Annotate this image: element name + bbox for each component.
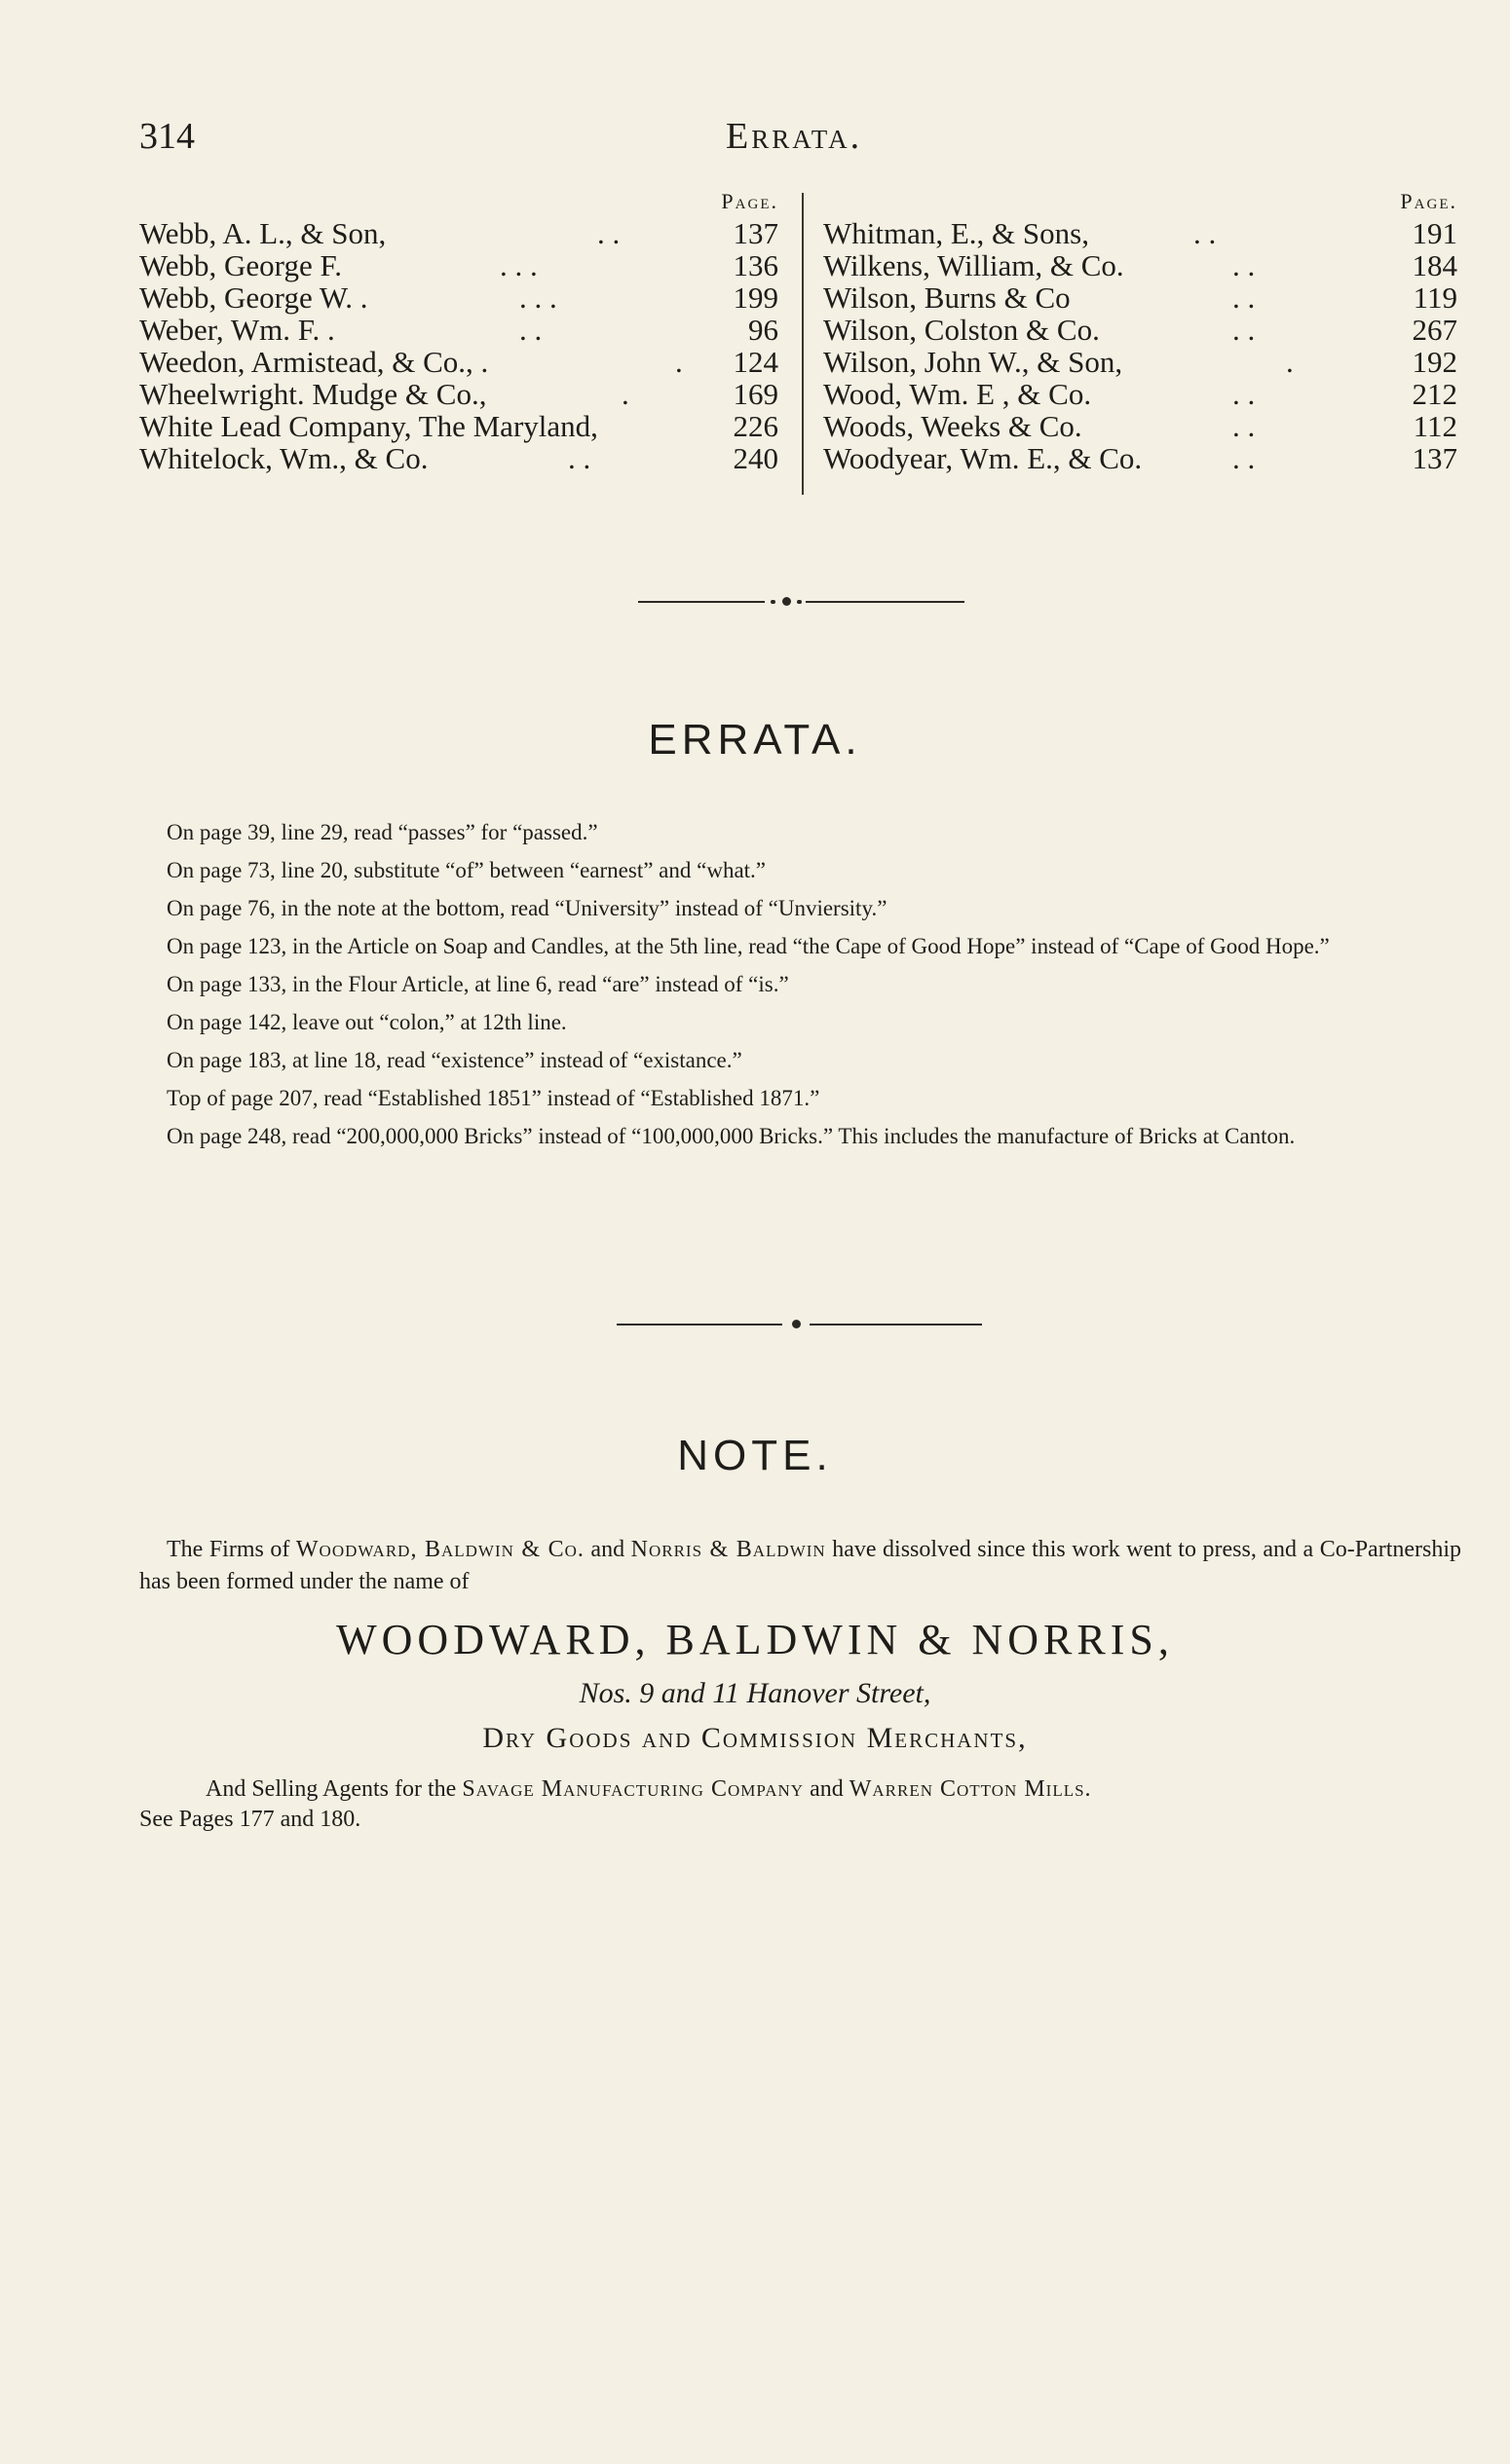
index-entry-name: Wilkens, William, & Co. <box>823 248 1124 282</box>
index-entry-name: Wood, Wm. E , & Co. <box>823 377 1092 411</box>
erratum: On page 76, in the note at the bottom, read “University” instead of “Unviersity.” <box>167 896 887 920</box>
index-entry-page: 136 <box>733 248 778 282</box>
index-entry-name: Wilson, Burns & Co <box>823 280 1071 315</box>
index-entry-name: Webb, George F. <box>139 248 342 282</box>
index-entry <box>139 281 782 314</box>
rule-line <box>806 601 964 603</box>
leader-dots: . . <box>568 441 591 475</box>
column-divider <box>802 193 804 495</box>
index-entry <box>823 314 1461 346</box>
index-entry-name: Wilson, Colston & Co. <box>823 313 1100 347</box>
errata-list <box>139 813 1461 1155</box>
leader-dots: . . <box>1232 409 1256 443</box>
leader-dots: . . <box>1232 313 1256 347</box>
index-entry-name: Whitman, E., & Sons, <box>823 216 1089 250</box>
erratum: On page 73, line 20, substitute “of” between “earnest” and “what.” <box>167 858 767 882</box>
index-entry-name: Woodyear, Wm. E., & Co. <box>823 441 1143 475</box>
index-entry-page: 212 <box>1412 377 1457 411</box>
index-entry-page: 199 <box>733 280 778 315</box>
index-entry <box>823 410 1461 442</box>
index-entry <box>823 281 1461 314</box>
index-entry-page: 124 <box>733 345 778 379</box>
rule-dot <box>792 1320 801 1328</box>
index-entry-name: Wilson, John W., & Son, <box>823 345 1123 379</box>
rule-line <box>617 1324 782 1325</box>
index-entry <box>823 442 1461 474</box>
index-entry <box>139 378 782 410</box>
leader-dots: . . <box>1232 441 1256 475</box>
index-entry-page: 137 <box>733 216 778 250</box>
index-entry-name: Wheelwright. Mudge & Co., <box>139 377 487 411</box>
firm-old-1: Woodward, Baldwin & Co. <box>295 1537 585 1562</box>
index-entry <box>139 410 782 442</box>
index-entry <box>139 217 782 249</box>
index-entry-page: 137 <box>1412 441 1457 475</box>
index-entry-page: 184 <box>1412 248 1457 282</box>
errata-heading: ERRATA. <box>648 716 862 764</box>
leader-dots: . <box>1286 345 1294 379</box>
index-entry-page: 191 <box>1412 216 1457 250</box>
index-entry-name: Whitelock, Wm., & Co. <box>139 441 429 475</box>
firm-trade: Dry Goods and Commission Merchants, <box>482 1722 1028 1754</box>
erratum: On page 133, in the Flour Article, at line 6, read “are” instead of “is.” <box>167 972 789 996</box>
ornamental-rule <box>617 1319 982 1330</box>
erratum: On page 123, in the Article on Soap and Candles, at the 5th line, read “the Cape of Good Hope” instead of “Cape of Good Hope.” <box>167 934 1330 958</box>
leader-dots: . . <box>597 216 621 250</box>
leader-dots: . . <box>1232 377 1256 411</box>
index-entry-page: 267 <box>1412 313 1457 347</box>
note-heading: NOTE. <box>677 1432 833 1479</box>
index-entry <box>823 346 1461 378</box>
rule-tick <box>797 600 802 604</box>
note-text: The Firms of <box>167 1537 296 1562</box>
index-entry <box>139 442 782 474</box>
erratum: On page 142, leave out “colon,” at 12th line. <box>167 1010 567 1034</box>
index-entry-name: Weber, Wm. F. . <box>139 313 335 347</box>
erratum: On page 183, at line 18, read “existence” instead of “existance.” <box>167 1048 742 1072</box>
firm-address: Nos. 9 and 11 Hanover Street, <box>579 1677 931 1709</box>
erratum: On page 39, line 29, read “passes” for “passed.” <box>167 820 598 844</box>
leader-dots: . . <box>519 313 543 347</box>
index-entry-name: Webb, A. L., & Son, <box>139 216 387 250</box>
index-entry-page: 119 <box>1413 280 1457 315</box>
note-text: have dissolved since this work went to press, and a Co-Partnership has been formed under the name of <box>139 1537 1462 1594</box>
index-entry-page: 192 <box>1412 345 1457 379</box>
leader-dots: . <box>622 377 629 411</box>
index-column-left <box>139 185 782 474</box>
agents-text: And Selling Agents for the <box>206 1776 463 1802</box>
note-body <box>139 1534 1461 1598</box>
erratum: On page 248, read “200,000,000 Bricks” instead of “100,000,000 Bricks.” This includes the manufacture of Bricks at Canton. <box>167 1124 1296 1148</box>
index-entry <box>823 378 1461 410</box>
rule-line <box>810 1324 982 1325</box>
index-entry-page: 226 <box>733 409 778 443</box>
index-entry <box>139 346 782 378</box>
firm-old-2: Norris & Baldwin <box>630 1537 826 1562</box>
index-entry <box>139 249 782 281</box>
agent-mills: Warren Cotton Mills. <box>849 1776 1092 1802</box>
running-title: Errata. <box>726 116 863 157</box>
new-firm-name: WOODWARD, BALDWIN & NORRIS, <box>336 1616 1174 1663</box>
leader-dots: . . <box>1193 216 1217 250</box>
index-entry <box>139 314 782 346</box>
index-entry-name: Webb, George W. . <box>139 280 368 315</box>
agents-text: and <box>804 1776 849 1802</box>
leader-dots: . . <box>1232 248 1256 282</box>
page-column-label: Page. <box>721 189 778 213</box>
index-entry-page: 112 <box>1413 409 1457 443</box>
leader-dots: . . <box>1232 280 1256 315</box>
index-entry-page: 169 <box>733 377 778 411</box>
index-entry-name: White Lead Company, The Maryland, <box>139 409 598 443</box>
page-column-label: Page. <box>1400 189 1457 213</box>
index-entry <box>823 217 1461 249</box>
index-entry-name: Weedon, Armistead, & Co., . <box>139 345 489 379</box>
rule-line <box>638 601 765 603</box>
index-entry-page: 240 <box>733 441 778 475</box>
note-text: and <box>584 1537 631 1562</box>
rule-dot <box>782 597 791 606</box>
leader-dots: . . . <box>500 248 538 282</box>
leader-dots: . <box>675 345 683 379</box>
page-number: 314 <box>139 116 195 157</box>
erratum: Top of page 207, read “Established 1851” instead of “Established 1871.” <box>167 1086 820 1110</box>
agent-company: Savage Manufacturing Company <box>462 1776 805 1802</box>
rule-tick <box>771 600 775 604</box>
agents-line <box>139 1774 1461 1805</box>
index-column-right <box>823 185 1461 474</box>
index-entry <box>823 249 1461 281</box>
see-pages: See Pages 177 and 180. <box>139 1807 361 1832</box>
index-entry-page: 96 <box>748 313 778 347</box>
leader-dots: . . . <box>519 280 557 315</box>
index-entry-name: Woods, Weeks & Co. <box>823 409 1082 443</box>
ornamental-rule <box>638 596 964 608</box>
